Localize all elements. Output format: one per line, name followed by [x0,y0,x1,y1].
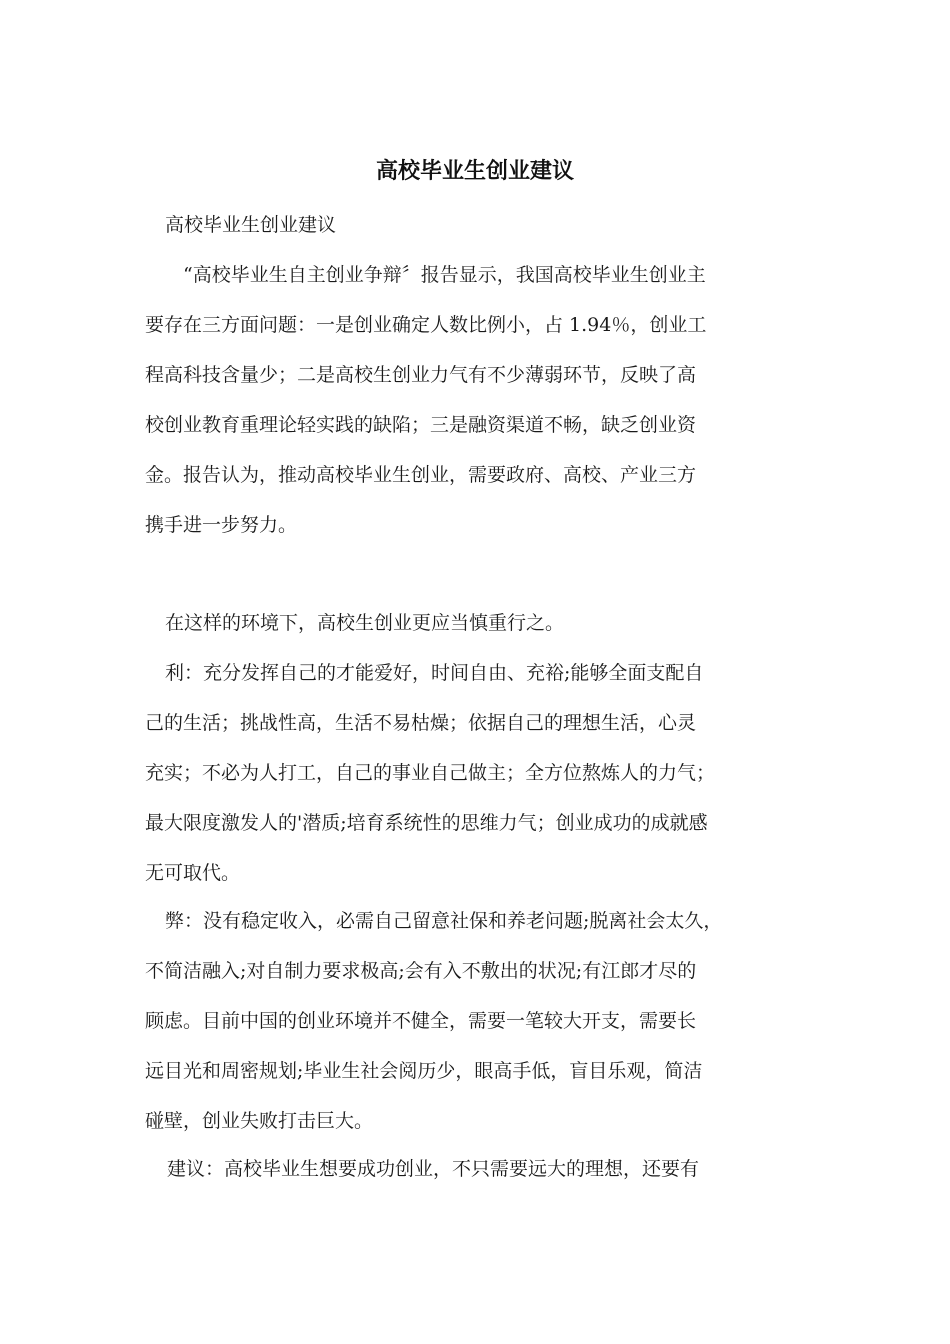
document-title: 高校毕业生创业建议 [375,158,574,184]
paragraph-line: 碰壁，创业失败打击巨大。 [145,1110,374,1132]
paragraph-line: 最大限度激发人的'潜质;培育系统性的思维力气；创业成功的成就感 [145,812,708,834]
paragraph-line: 充实；不必为人打工，自己的事业自己做主；全方位熬炼人的力气； [145,762,716,784]
paragraph-line: 金。报告认为，推动高校毕业生创业，需要政府、高校、产业三方 [145,464,697,486]
paragraph-line: 携手进一步努力。 [145,514,298,536]
paragraph-line: 在这样的环境下，高校生创业更应当慎重行之。 [165,612,565,634]
paragraph-line: 顾虑。目前中国的创业环境并不健全，需要一笔较大开支，需要长 [145,1010,697,1032]
paragraph-line: 无可取代。 [145,862,241,884]
paragraph-line: 己的生活；挑战性高，生活不易枯燥；依据自己的理想生活，心灵 [145,712,697,734]
paragraph-line: 不简洁融入;对自制力要求极高;会有入不敷出的状况;有江郎才尽的 [145,960,697,982]
subtitle-line: 高校毕业生创业建议 [165,214,337,236]
paragraph-line: 程高科技含量少；二是高校生创业力气有不少薄弱环节，反映了高 [145,364,697,386]
paragraph-line: 利：充分发挥自己的才能爱好，时间自由、充裕;能够全面支配自 [165,662,704,684]
paragraph-line: 校创业教育重理论轻实践的缺陷；三是融资渠道不畅，缺乏创业资 [145,414,697,436]
paragraph-line: 远目光和周密规划;毕业生社会阅历少，眼高手低，盲目乐观，简洁 [145,1060,703,1082]
paragraph-line: 建议：高校毕业生想要成功创业，不只需要远大的理想，还要有 [167,1158,700,1180]
paragraph-line: “高校毕业生自主创业争辩〞报告显示，我国高校毕业生创业主 [183,264,706,286]
paragraph-line: 弊：没有稳定收入，必需自己留意社保和养老问题;脱离社会太久， [165,910,723,932]
paragraph-line: 要存在三方面问题：一是创业确定人数比例小，占 1.94％，创业工 [145,314,707,336]
